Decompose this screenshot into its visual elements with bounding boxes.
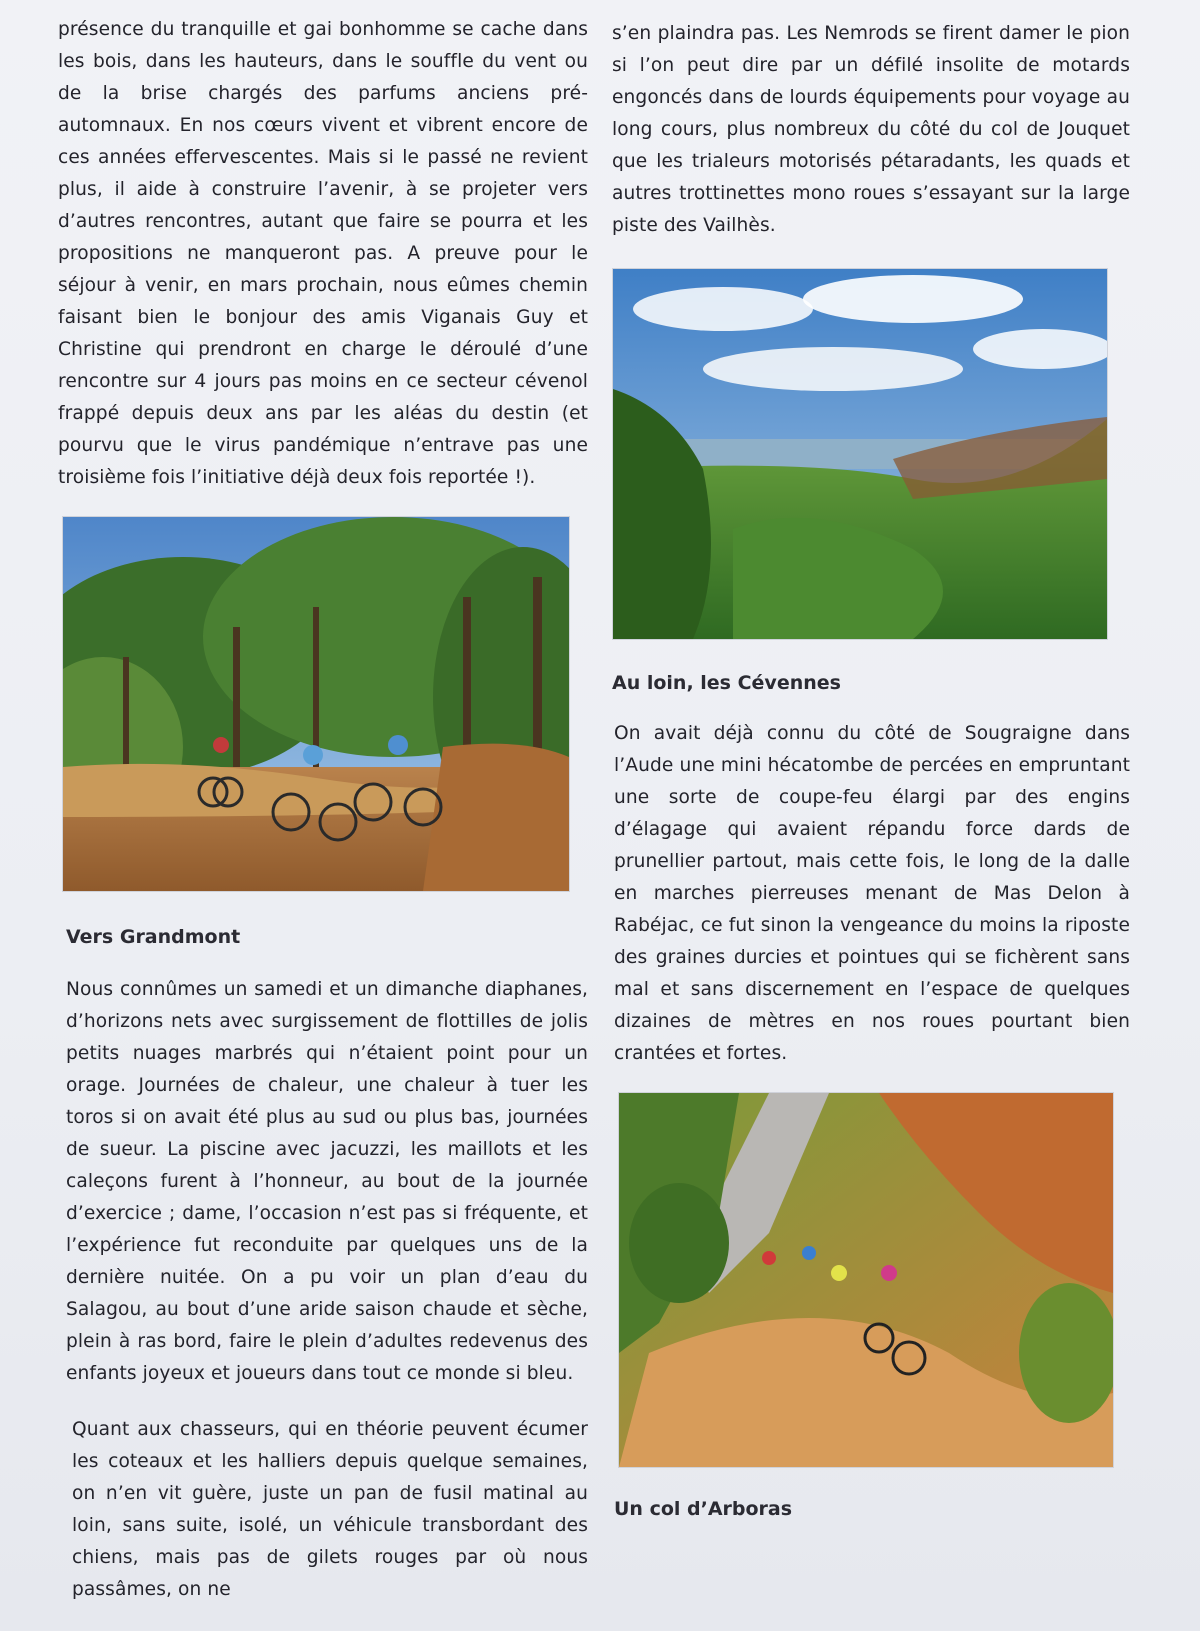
nemrods-paragraph: s’en plaindra pas. Les Nemrods se firent damer le pion si l’on peut dire par un défilé insolite de motards engoncés dans de lourds équipements pour voyage au long cours, plus nombreux du côté du col de Jouquet que les trialeurs motorisés pétaradants, les quads et autres trottinettes mono roues s’essayant sur la large piste des Vailhès. [612,23,1130,236]
photo-vers-grandmont [62,516,570,892]
photo-un-col-d-arboras [618,1092,1114,1468]
caption-au-loin-les-cevennes: Au loin, les Cévennes [612,672,841,694]
caption-vers-grandmont: Vers Grandmont [66,926,241,948]
caption-un-col-d-arboras: Un col d’Arboras [614,1498,793,1520]
photo-au-loin-les-cevennes [612,268,1108,640]
left-column [58,14,588,1606]
right-column [612,18,1130,1520]
intro-paragraph: présence du tranquille et gai bonhomme se cache dans les bois, dans les hauteurs, dans le souffle du vent ou de la brise chargés des parfums anciens pré-automnaux. En nos cœurs vivent et vibrent encore de ces années effervescentes. Mais si le passé ne revient plus, il aide à construire l’avenir, à se projeter vers d’autres rencontres, autant que faire se pourra et les propositions ne manqueront pas. A preuve pour le séjour à venir, en mars prochain, nous eûmes chemin faisant bien le bonjour des amis Viganais Guy et Christine qui prendront en charge le déroulé d’une rencontre sur 4 jours pas moins en ce secteur cévenol frappé depuis deux ans par les aléas du destin (et pourvu que le virus pandémique n’entrave pas une troisième fois l’initiative déjà deux fois reportée !). [58,19,588,488]
mountain-bikers-forest-image [63,517,569,891]
cevennes-landscape-image [613,269,1107,639]
grandmont-paragraph: Nous connûmes un samedi et un dimanche diaphanes, d’horizons nets avec surgissement de flottilles de jolis petits nuages marbrés qui n’étaient point pour un orage. Journées de chaleur, une chaleur à tuer les toros si on avait été plus au sud ou plus bas, journées de sueur. La piscine avec jacuzzi, les maillots et les caleçons furent à l’honneur, au bout de la journée d’exercice ; dame, l’occasion n’est pas si fréquente, et l’expérience fut reconduite par quelques uns de la dernière nuitée. On a pu voir un plan d’eau du Salagou, au bout d’une aride saison chaude et sèche, plein à ras bord, faire le plein d’adultes redevenus des enfants joyeux et joueurs dans tout ce monde si bleu. [66,979,588,1384]
sougraigne-paragraph: On avait déjà connu du côté de Sougraigne dans l’Aude une mini hécatombe de percées en empruntant une sorte de coupe-feu élargi par des engins d’élagage qui avaient répandu force dards de prunellier partout, mais cette fois, le long de la dalle en marches pierreuses menant de Mas Delon à Rabéjac, ce fut sinon la vengeance du moins la riposte des graines durcies et pointues qui se fichèrent sans mal et sans discernement en l’espace de quelques dizaines de mètres en nos roues pourtant bien crantées et fortes. [614,723,1130,1064]
bikers-climbing-trail-image [619,1093,1113,1467]
chasseurs-paragraph: Quant aux chasseurs, qui en théorie peuvent écumer les coteaux et les halliers depuis quelque semaines, on n’en vit guère, juste un pan de fusil matinal au loin, sans suite, isolé, un véhicule transbordant des chiens, mais pas de gilets rouges par où nous passâmes, on ne [72,1419,588,1600]
